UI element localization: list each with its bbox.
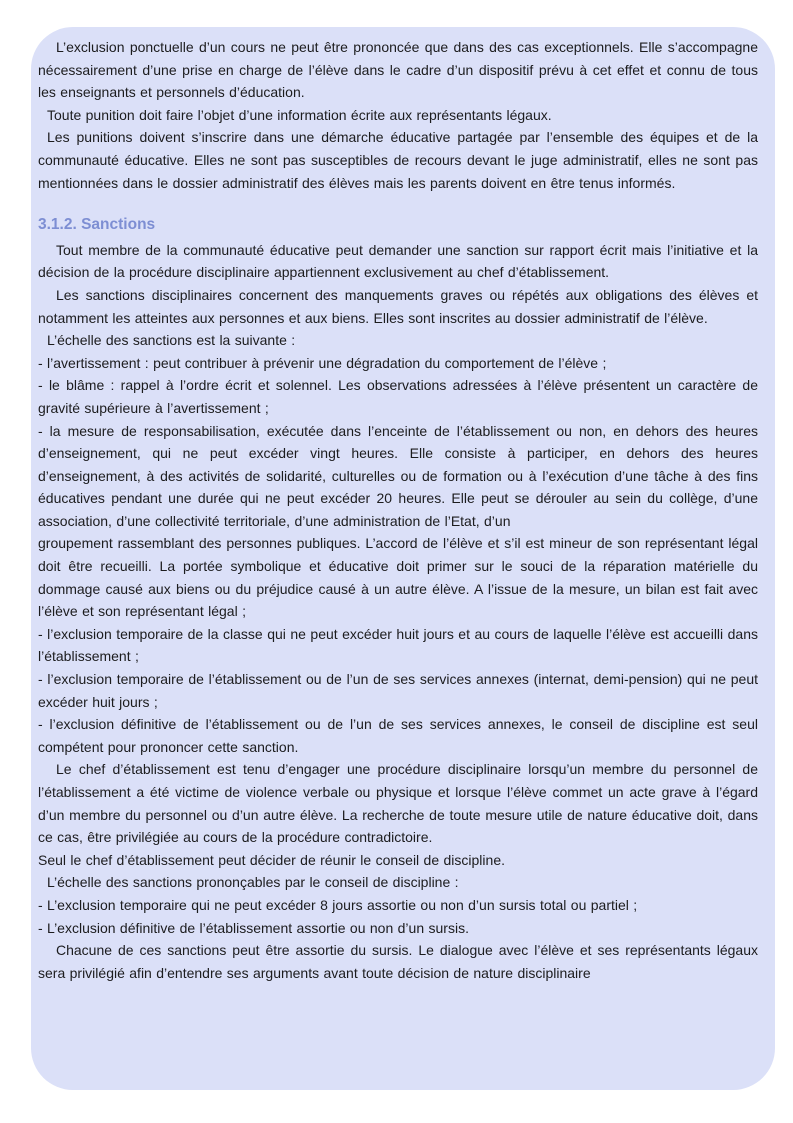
council-scale-intro: L’échelle des sanctions prononçables par le conseil de discipline : [47,874,459,891]
sanction-list-item: - la mesure de responsabilisation, exécutée dans l’enceinte de l’établissement ou non, en dehors des heures d’enseignement, qui ne peut excéder vingt heures. Elle consiste à participer, en dehors des heures d’enseignement, à des activités de solidarité, culturelles ou de formation ou à l’exécution d’une tâche à des fins éducatives pendant une durée qui ne peut excéder 20 heures. Elle peut se dérouler au sein du collège, d’une association, d’une collectivité territoriale, d’une administration de l’Etat, d’un [38,422,758,529]
sanction-list-item: - L’exclusion définitive de l’établissement assortie ou non d’un sursis. [38,919,469,936]
content-card [31,27,775,1090]
sanction-list-item-continuation: groupement rassemblant des personnes publiques. L’accord de l’élève et s’il est mineur de son représentant légal doit être recueilli. La portée symbolique et éducative doit primer sur le souci de la réparation matérielle du dommage causé aux biens ou du préjudice causé à un autre élève. A l’issue de la mesure, un bilan est fait avec l’élève et son représentant légal ; [38,535,758,620]
sanction-list-item: - l’exclusion temporaire de l’établissement ou de l’un de ses services annexes (internat, demi-pension) qui ne peut excéder huit jours ; [38,671,758,710]
sanction-list-item: - L’exclusion temporaire qui ne peut excéder 8 jours assortie ou non d’un sursis total ou partiel ; [38,896,638,913]
section-heading-sanctions: 3.1.2. Sanctions [38,216,156,234]
body-paragraph: L’exclusion ponctuelle d’un cours ne peut être prononcée que dans des cas exceptionnels. Elle s’accompagne nécessairement d’une prise en charge de l’élève dans le cadre d’un dispositif prévu à cet effet et connu de tous les enseignants et personnels d’éducation. [38,39,758,101]
sanction-list-item: - l’exclusion définitive de l’établissement ou de l’un de ses services annexes, le conseil de discipline est seul compétent pour prononcer cette sanction. [38,716,758,755]
sanction-list-item: - l’exclusion temporaire de la classe qui ne peut excéder huit jours et au cours de laquelle l’élève est accueilli dans l’établissement ; [38,625,758,665]
sanction-list-item: - l’avertissement : peut contribuer à prévenir une dégradation du comportement de l’élève ; [38,354,607,371]
body-paragraph: Toute punition doit faire l’objet d’une information écrite aux représentants légaux. [47,106,552,123]
body-paragraph: Les sanctions disciplinaires concernent des manquements graves ou répétés aux obligations des élèves et notamment les atteintes aux personnes et aux biens. Elles sont inscrites au dossier administratif de l’élève. [38,286,758,326]
sanctions-scale-intro: L’échelle des sanctions est la suivante : [47,332,296,349]
body-paragraph: Chacune de ces sanctions peut être assortie du sursis. Le dialogue avec l’élève et ses représentants légaux sera privilégié afin d’entendre ses arguments avant toute décision de nature disciplinaire [38,942,758,981]
body-paragraph: Seul le chef d’établissement peut décider de réunir le conseil de discipline. [38,851,505,868]
body-paragraph: Le chef d’établissement est tenu d’engager une procédure disciplinaire lorsqu’un membre du personnel de l’établissement a été victime de violence verbale ou physique et lorsque l’élève commet un acte grave à l’égard d’un membre du personnel ou d’un autre élève. La recherche de toute mesure utile de nature éducative doit, dans ce cas, être privilégiée au cours de la procédure contradictoire. [38,761,758,846]
sanction-list-item: - le blâme : rappel à l’ordre écrit et solennel. Les observations adressées à l’élève présentent un caractère de gravité supérieure à l’avertissement ; [38,377,758,416]
body-paragraph: Les punitions doivent s’inscrire dans une démarche éducative partagée par l’ensemble des équipes et de la communauté éducative. Elles ne sont pas susceptibles de recours devant le juge administratif, elles ne sont pas mentionnées dans le dossier administratif des élèves mais les parents doivent en être tenus informés. [38,129,758,191]
body-paragraph: Tout membre de la communauté éducative peut demander une sanction sur rapport écrit mais l’initiative et la décision de la procédure disciplinaire appartiennent exclusivement au chef d’établissement. [38,241,758,281]
